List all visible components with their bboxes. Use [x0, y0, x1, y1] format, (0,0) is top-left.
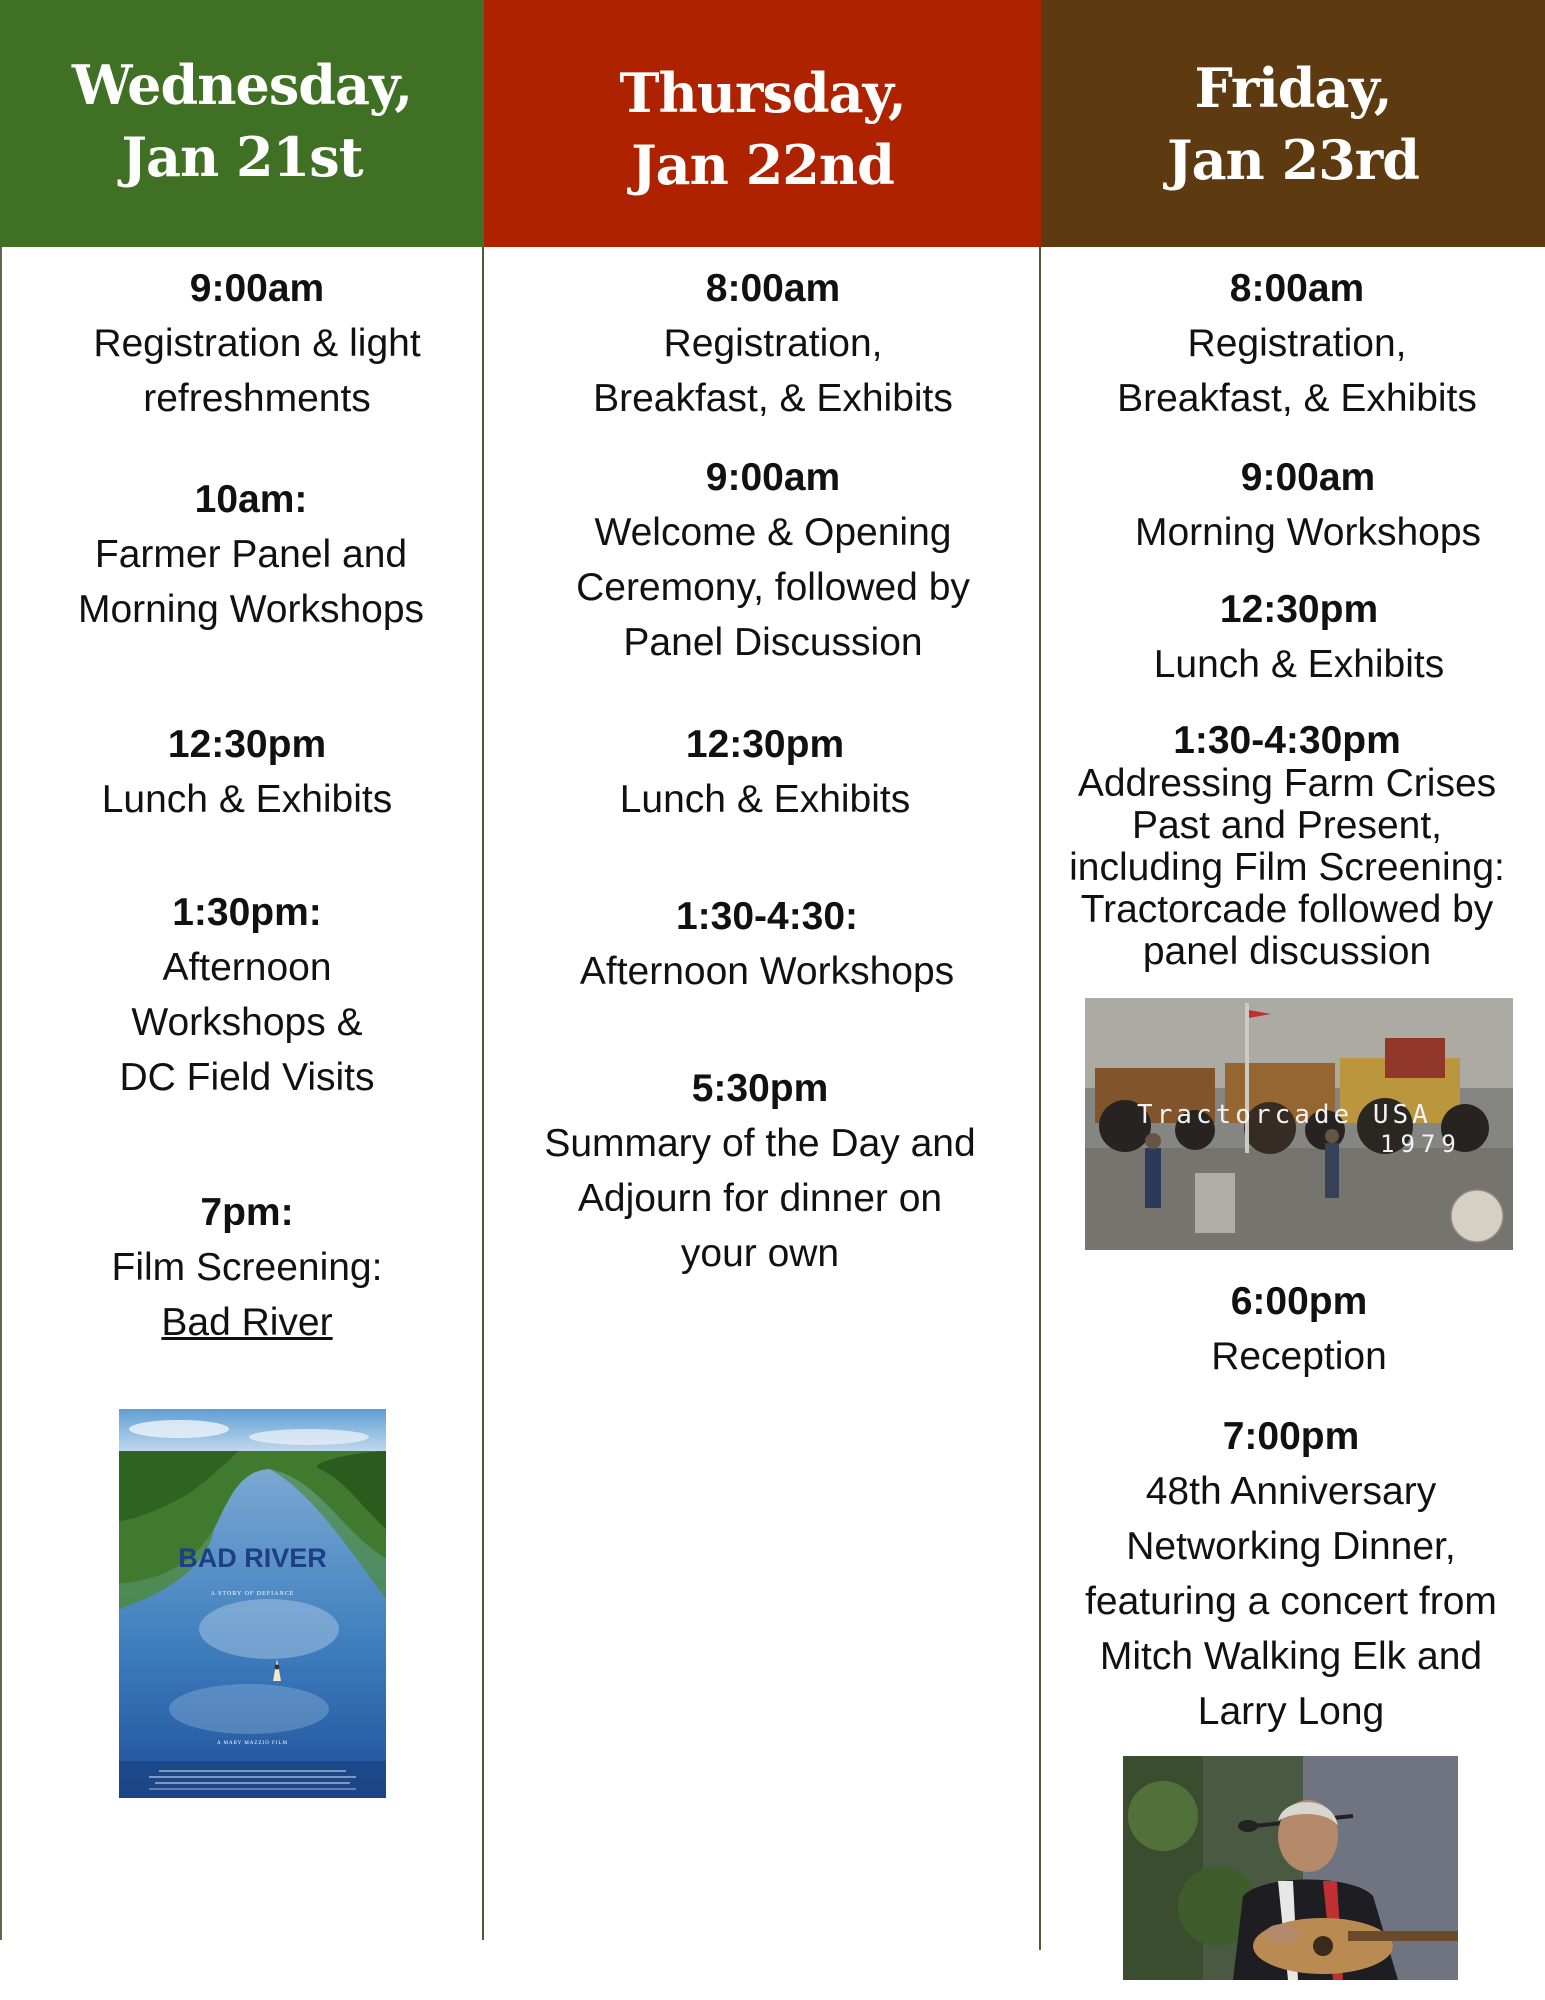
event-line: Film Screening: [111, 1246, 383, 1289]
event-line: panel discussion [1142, 930, 1432, 973]
event-line: Addressing Farm Crises [1077, 762, 1497, 805]
event-time: 5:30pm [691, 1067, 829, 1110]
event-line: Past and Present, [1131, 804, 1443, 847]
event-line: Breakfast, & Exhibits [593, 377, 953, 420]
header-friday-date: Jan 23rd [1167, 127, 1419, 192]
event-line: Breakfast, & Exhibits [1117, 377, 1477, 420]
header-friday [1041, 0, 1545, 247]
event-time: 12:30pm [167, 723, 327, 766]
event-line: Welcome & Opening [594, 511, 952, 554]
event-time: 9:00am [189, 267, 325, 310]
event-line: Registration & light [93, 322, 421, 365]
event-line: Registration, [663, 322, 883, 365]
event-line: Afternoon Workshops [579, 950, 955, 993]
bad-river-link[interactable]: Bad River [161, 1301, 333, 1344]
event-line: Workshops & [131, 1001, 363, 1044]
event-line: Registration, [1187, 322, 1407, 365]
poster-tagline: A STORY OF DEFIANCE [210, 1591, 295, 1597]
event-line: including Film Screening: [1069, 846, 1505, 889]
thu-event-lunch [540, 717, 990, 827]
poster-title: BAD RIVER [178, 1543, 327, 1573]
poster-credit: A MARY MAZZIO FILM [216, 1741, 288, 1746]
event-time: 1:30pm: [172, 891, 322, 934]
header-thursday-day: Thursday, [619, 60, 906, 125]
header-wednesday-date: Jan 21st [121, 124, 363, 189]
thu-event-welcome [548, 450, 998, 670]
event-line: your own [680, 1232, 840, 1275]
fri-event-registration [1072, 261, 1522, 426]
event-line: Tractorcade followed by [1080, 888, 1494, 931]
column-divider-left [0, 247, 2, 1940]
thu-event-afternoon [542, 889, 992, 999]
fri-event-reception [1074, 1274, 1524, 1384]
event-line: DC Field Visits [119, 1056, 375, 1099]
event-line: Lunch & Exhibits [619, 778, 911, 821]
event-line: Reception [1211, 1335, 1387, 1378]
event-line: Lunch & Exhibits [101, 778, 393, 821]
event-line: Adjourn for dinner on [577, 1177, 943, 1220]
event-line: refreshments [143, 377, 371, 420]
event-time: 7:00pm [1222, 1415, 1360, 1458]
event-line: featuring a concert from [1085, 1580, 1497, 1623]
event-line: Larry Long [1197, 1690, 1385, 1733]
column-divider-1 [482, 247, 484, 1940]
wed-event-farmer-panel [24, 472, 478, 637]
event-line: Ceremony, followed by [576, 566, 970, 609]
wed-event-registration [30, 261, 484, 426]
event-time: 9:00am [1240, 456, 1376, 499]
header-wednesday-day: Wednesday, [71, 52, 413, 117]
event-time: 9:00am [705, 456, 841, 499]
event-time: 10am: [194, 478, 308, 521]
header-friday-day: Friday, [1194, 55, 1392, 120]
event-time: 8:00am [1229, 267, 1365, 310]
wed-event-lunch [20, 717, 474, 827]
event-time: 7pm: [200, 1191, 294, 1234]
wed-event-afternoon [20, 885, 474, 1105]
header-wednesday [0, 0, 484, 247]
thu-event-summary [535, 1061, 985, 1281]
event-line: Morning Workshops [77, 588, 425, 631]
event-time: 12:30pm [1219, 588, 1379, 631]
event-line: Mitch Walking Elk and [1099, 1635, 1483, 1678]
fri-event-morning [1083, 450, 1533, 560]
fri-event-farm-crises [1052, 719, 1522, 973]
event-line: Networking Dinner, [1126, 1525, 1456, 1568]
event-line: Panel Discussion [623, 621, 923, 664]
fri-event-lunch [1074, 582, 1524, 692]
header-thursday-date: Jan 22nd [631, 132, 894, 197]
film-still-title: Tractorcade USA [1137, 1100, 1432, 1130]
column-divider-2 [1039, 247, 1041, 1950]
performer-photo [1123, 1756, 1458, 1980]
bad-river-poster [119, 1409, 386, 1798]
event-time: 12:30pm [685, 723, 845, 766]
event-line: Farmer Panel and [94, 533, 408, 576]
event-time: 1:30-4:30pm [1173, 719, 1401, 762]
tractorcade-film-still [1085, 998, 1513, 1250]
fri-event-dinner [1066, 1409, 1516, 1739]
event-line: Morning Workshops [1134, 511, 1482, 554]
event-line: 48th Anniversary [1145, 1470, 1437, 1513]
film-still-year: 1979 [1380, 1130, 1462, 1158]
event-line: Lunch & Exhibits [1153, 643, 1445, 686]
event-time: 6:00pm [1230, 1280, 1368, 1323]
event-time: 8:00am [705, 267, 841, 310]
header-thursday [484, 0, 1041, 247]
event-line: Summary of the Day and [544, 1122, 976, 1165]
event-time: 1:30-4:30: [675, 895, 859, 938]
thu-event-registration [548, 261, 998, 426]
event-line: Afternoon [162, 946, 332, 989]
wed-event-film [20, 1185, 474, 1350]
